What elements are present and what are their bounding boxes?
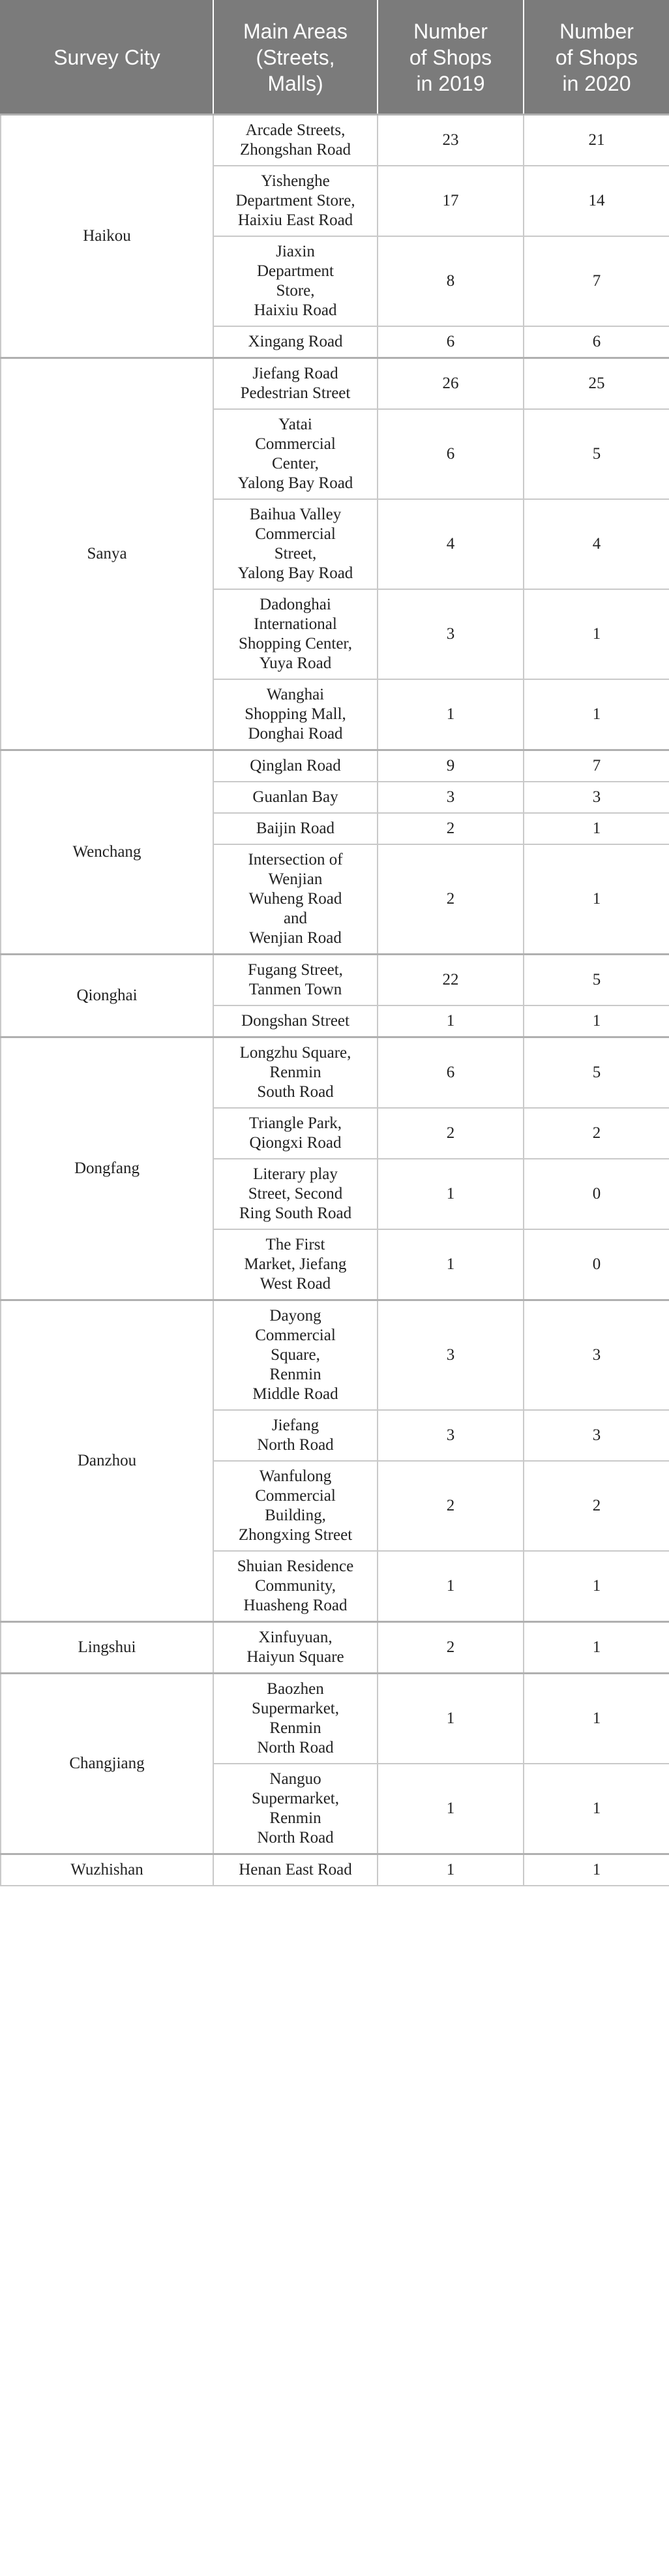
area-line: Department [256, 262, 334, 280]
city-cell: Sanya [1, 358, 213, 750]
shops-2019-cell: 6 [378, 326, 524, 358]
area-cell [213, 750, 378, 782]
city-cell: Wuzhishan [1, 1854, 213, 1886]
area-cell [213, 1622, 378, 1674]
area-line: The First [265, 1236, 325, 1253]
area-line: Yatai [278, 416, 312, 433]
shops-2019-cell: 1 [378, 679, 524, 750]
header-area-line: Malls) [267, 72, 323, 95]
area-cell [213, 1674, 378, 1764]
area-line: Qinglan Road [250, 757, 341, 774]
shops-2020-cell: 3 [524, 1410, 669, 1461]
shops-2020-cell: 1 [524, 1674, 669, 1764]
shops-2020-cell: 1 [524, 1854, 669, 1886]
shops-2019-cell: 1 [378, 1764, 524, 1854]
header-2019-line: of Shops [409, 46, 492, 69]
area-line: Wanghai [266, 686, 325, 703]
area-line: Ring South Road [239, 1204, 352, 1222]
city-cell: Wenchang [1, 750, 213, 955]
area-cell [213, 955, 378, 1006]
area-cell [213, 1854, 378, 1886]
area-cell [213, 1410, 378, 1461]
area-cell [213, 679, 378, 750]
shops-2019-cell: 1 [378, 1159, 524, 1229]
shops-2019-cell: 3 [378, 589, 524, 679]
area-line: Baijin Road [256, 820, 335, 837]
area-line: North Road [257, 1829, 334, 1847]
area-line: Yuya Road [259, 654, 332, 672]
area-line: Intersection of [248, 851, 343, 868]
city-cell: Qionghai [1, 955, 213, 1037]
city-cell: Danzhou [1, 1300, 213, 1622]
area-cell [213, 166, 378, 236]
area-cell [213, 1159, 378, 1229]
shops-2019-cell: 9 [378, 750, 524, 782]
area-line: Commercial [255, 1487, 336, 1505]
area-cell [213, 1229, 378, 1300]
area-line: Literary play [253, 1165, 338, 1183]
area-line: Renmin [269, 1366, 321, 1383]
area-line: Nanguo [269, 1770, 321, 1788]
city-cell: Changjiang [1, 1674, 213, 1854]
area-cell [213, 409, 378, 499]
shops-2020-cell: 1 [524, 813, 669, 844]
table-row [1, 1300, 669, 1411]
area-line: Street, [274, 545, 317, 562]
area-cell [213, 1108, 378, 1159]
shops-2020-cell: 1 [524, 844, 669, 955]
area-cell [213, 326, 378, 358]
area-line: Commercial [255, 435, 336, 453]
area-line: Center, [272, 455, 319, 472]
area-line: Huasheng Road [243, 1597, 348, 1614]
area-cell [213, 358, 378, 410]
area-cell [213, 813, 378, 844]
area-line: Shopping Mall, [245, 705, 346, 723]
area-line: South Road [257, 1083, 334, 1101]
table-row [1, 1622, 669, 1674]
area-line: Wuheng Road [248, 890, 342, 908]
area-line: Jiefang [271, 1417, 320, 1434]
area-line: Pedestrian Street [240, 384, 351, 402]
area-line: Shuian Residence [237, 1557, 354, 1575]
header-2020-line: Number [559, 20, 634, 43]
shops-2020-cell: 0 [524, 1159, 669, 1229]
shops-2019-cell: 8 [378, 236, 524, 326]
city-cell: Lingshui [1, 1622, 213, 1674]
area-cell [213, 844, 378, 955]
area-line: Renmin [269, 1064, 321, 1081]
area-cell [213, 1551, 378, 1622]
header-area-line: Main Areas [243, 20, 348, 43]
shops-2019-cell: 2 [378, 844, 524, 955]
shops-2020-cell: 1 [524, 679, 669, 750]
header-city-text: Survey City [53, 46, 160, 69]
area-line: International [254, 615, 337, 633]
header-main-areas [213, 1, 378, 115]
shops-2020-cell: 1 [524, 589, 669, 679]
area-line: North Road [257, 1436, 334, 1454]
area-line: Fugang Street, [248, 961, 343, 979]
area-line: Wenjian Road [249, 929, 342, 947]
table-body [1, 115, 669, 1886]
area-line: Baihua Valley [249, 506, 342, 523]
area-cell [213, 1005, 378, 1037]
shops-2019-cell: 3 [378, 1300, 524, 1411]
area-line: Square, [271, 1346, 320, 1364]
area-line: Middle Road [252, 1385, 338, 1403]
shops-2019-cell: 2 [378, 1622, 524, 1674]
area-line: Commercial [255, 525, 336, 543]
area-line: Community, [254, 1577, 336, 1595]
shops-2020-cell: 5 [524, 409, 669, 499]
shops-2019-cell: 1 [378, 1551, 524, 1622]
area-line: Yalong Bay Road [237, 564, 353, 582]
area-line: North Road [257, 1739, 334, 1756]
area-cell [213, 589, 378, 679]
area-cell [213, 499, 378, 589]
shops-2020-cell: 1 [524, 1551, 669, 1622]
area-line: Zhongxing Street [238, 1526, 353, 1544]
area-line: Zhongshan Road [239, 141, 351, 159]
shops-2020-cell: 5 [524, 1037, 669, 1109]
area-line: Xinfuyuan, [258, 1629, 333, 1646]
header-2019-line: Number [413, 20, 488, 43]
shops-2020-cell: 2 [524, 1108, 669, 1159]
shops-2020-cell: 25 [524, 358, 669, 410]
city-cell: Dongfang [1, 1037, 213, 1300]
shops-2019-cell: 23 [378, 115, 524, 166]
area-line: Market, Jiefang [244, 1255, 347, 1273]
header-shops-2020 [524, 1, 669, 115]
area-line: Yishenghe [261, 172, 330, 190]
shops-2020-cell: 0 [524, 1229, 669, 1300]
area-line: Yalong Bay Road [237, 474, 353, 492]
area-line: Dadonghai [260, 596, 331, 613]
area-line: Tanmen Town [248, 981, 342, 998]
header-area-line: (Streets, [256, 46, 335, 69]
shops-2020-cell: 1 [524, 1764, 669, 1854]
area-line: Department Store, [235, 192, 355, 209]
area-line: Longzhu Square, [239, 1044, 351, 1062]
area-line: Haixiu Road [254, 301, 337, 319]
shops-2019-cell: 17 [378, 166, 524, 236]
header-2020-line: in 2020 [562, 72, 631, 95]
header-survey-city [1, 1, 213, 115]
area-line: Xingang Road [248, 333, 343, 350]
area-cell [213, 1461, 378, 1551]
shops-2019-cell: 2 [378, 1108, 524, 1159]
area-line: Haixiu East Road [237, 211, 353, 229]
area-cell [213, 236, 378, 326]
area-line: Street, Second [248, 1185, 343, 1203]
header-shops-2019 [378, 1, 524, 115]
area-line: Wenjian [268, 870, 323, 888]
shops-2020-cell: 4 [524, 499, 669, 589]
area-line: Dongshan Street [241, 1012, 349, 1030]
area-line: Jiefang Road [252, 365, 338, 382]
area-line: Renmin [269, 1719, 321, 1737]
area-line: Shopping Center, [239, 635, 352, 652]
shops-2020-cell: 21 [524, 115, 669, 166]
area-line: Triangle Park, [248, 1114, 342, 1132]
area-line: Commercial [255, 1326, 336, 1344]
shops-2020-cell: 7 [524, 750, 669, 782]
shops-2019-cell: 1 [378, 1674, 524, 1764]
shops-2020-cell: 1 [524, 1622, 669, 1674]
city-cell: Haikou [1, 115, 213, 358]
area-line: Dayong [269, 1307, 321, 1325]
area-cell [213, 115, 378, 166]
table-row [1, 358, 669, 410]
area-line: Donghai Road [248, 725, 343, 743]
shops-2020-cell: 5 [524, 955, 669, 1006]
shops-2019-cell: 6 [378, 1037, 524, 1109]
shops-2019-cell: 6 [378, 409, 524, 499]
table-row [1, 1854, 669, 1886]
shops-2019-cell: 2 [378, 813, 524, 844]
area-line: Store, [276, 282, 315, 299]
area-line: Qiongxi Road [249, 1134, 342, 1152]
area-line: Supermarket, [252, 1700, 339, 1717]
area-line: Renmin [269, 1809, 321, 1827]
area-cell [213, 1037, 378, 1109]
table-row [1, 1037, 669, 1109]
header-row [1, 1, 669, 115]
area-line: Jiaxin [276, 243, 315, 260]
area-line: Supermarket, [252, 1790, 339, 1807]
shops-2020-cell: 6 [524, 326, 669, 358]
area-cell [213, 1300, 378, 1411]
shops-2020-cell: 1 [524, 1005, 669, 1037]
table-row [1, 115, 669, 166]
area-line: and [283, 910, 308, 927]
area-line: Guanlan Bay [252, 788, 338, 806]
shops-2019-cell: 22 [378, 955, 524, 1006]
area-line: Wanfulong [259, 1467, 332, 1485]
shops-2019-cell: 1 [378, 1854, 524, 1886]
header-2020-line: of Shops [555, 46, 638, 69]
shops-2020-cell: 3 [524, 1300, 669, 1411]
header-2019-line: in 2019 [416, 72, 485, 95]
table-row [1, 750, 669, 782]
shops-2020-cell: 3 [524, 782, 669, 813]
area-line: Building, [265, 1507, 326, 1524]
shops-2020-cell: 2 [524, 1461, 669, 1551]
table-row [1, 955, 669, 1006]
shops-2019-cell: 1 [378, 1229, 524, 1300]
shops-2019-cell: 4 [378, 499, 524, 589]
area-line: Haiyun Square [246, 1648, 344, 1666]
area-cell [213, 782, 378, 813]
shops-2020-cell: 14 [524, 166, 669, 236]
area-cell [213, 1764, 378, 1854]
area-line: Baozhen [267, 1680, 324, 1698]
shops-2019-cell: 1 [378, 1005, 524, 1037]
area-line: Arcade Streets, [245, 121, 346, 139]
area-line: West Road [260, 1275, 331, 1293]
shops-2019-cell: 2 [378, 1461, 524, 1551]
shops-2019-cell: 3 [378, 1410, 524, 1461]
shops-2019-cell: 26 [378, 358, 524, 410]
shops-2019-cell: 3 [378, 782, 524, 813]
table-row [1, 1674, 669, 1764]
area-line: Henan East Road [239, 1861, 352, 1878]
shops-2020-cell: 7 [524, 236, 669, 326]
